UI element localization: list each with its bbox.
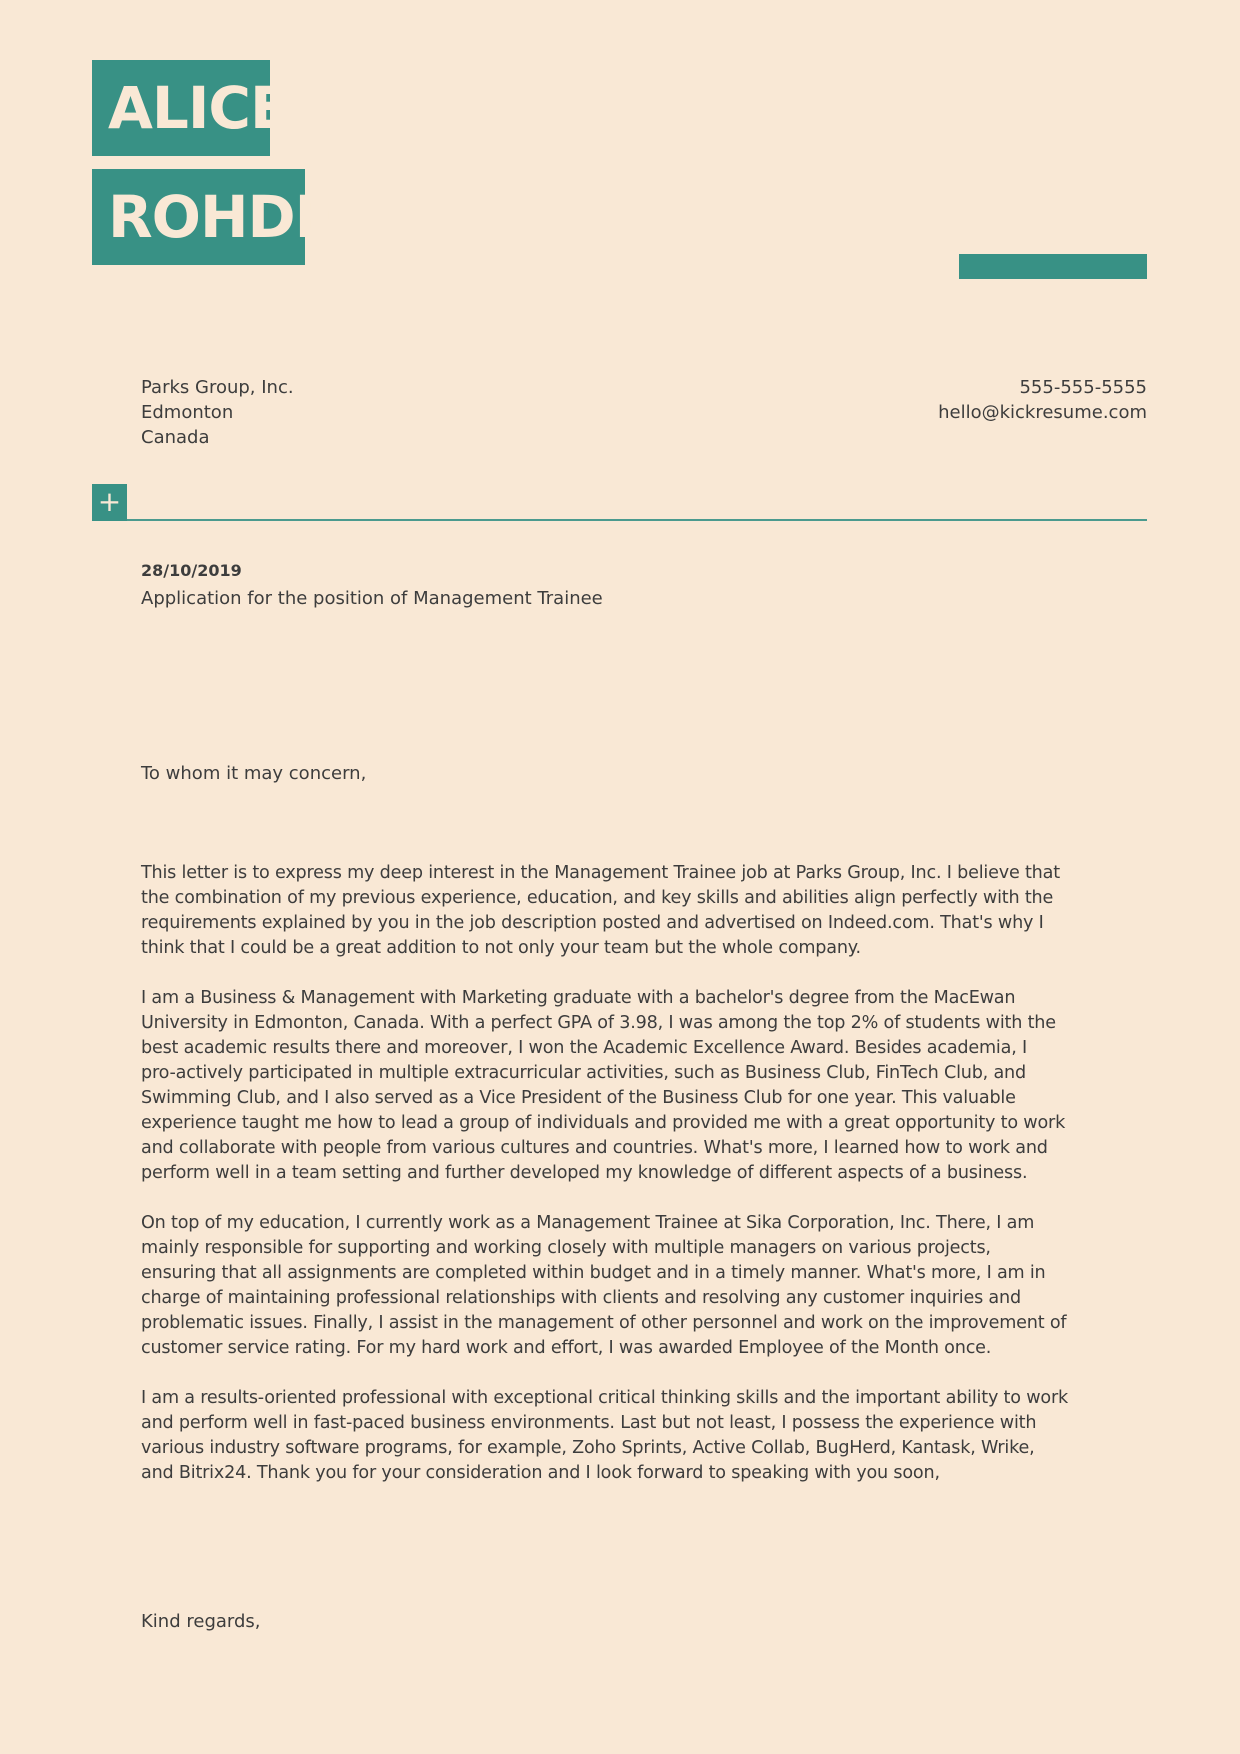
paragraph-line: and collaborate with people from various cultures and countries. What's more, I learned how to work and bbox=[141, 1138, 1048, 1158]
paragraph-line: problematic issues. Finally, I assist in the management of other personnel and work on the improvement of bbox=[141, 1313, 1067, 1333]
letter-body bbox=[141, 861, 1068, 1511]
contact-info bbox=[938, 375, 1147, 425]
paragraph-line: I am a results-oriented professional with exceptional critical thinking skills and the important ability to work bbox=[141, 1388, 1068, 1408]
paragraph bbox=[141, 986, 1068, 1186]
recipient-company: Parks Group, Inc. bbox=[141, 377, 294, 398]
paragraph-line: best academic results there and moreover, I won the Academic Excellence Award. Besides academia, I bbox=[141, 1038, 1027, 1058]
paragraph-line: University in Edmonton, Canada. With a perfect GPA of 3.98, I was among the top 2% of students with the bbox=[141, 1013, 1056, 1033]
paragraph-line: requirements explained by you in the job description posted and advertised on Indeed.com. That's why I bbox=[141, 913, 1044, 933]
paragraph-line: customer service rating. For my hard work and effort, I was awarded Employee of the Month once. bbox=[141, 1338, 992, 1358]
paragraph-line: the combination of my previous experience, education, and key skills and abilities align perfectly with the bbox=[141, 888, 1054, 908]
paragraph-line: perform well in a team setting and further developed my knowledge of different aspects of a business. bbox=[141, 1163, 1028, 1183]
recipient-country: Canada bbox=[141, 427, 210, 448]
accent-bar bbox=[959, 254, 1147, 279]
recipient-city: Edmonton bbox=[141, 402, 234, 423]
divider bbox=[127, 519, 1147, 521]
paragraph bbox=[141, 1211, 1068, 1361]
email: hello@kickresume.com bbox=[938, 402, 1147, 423]
paragraph-line: and perform well in fast-paced business environments. Last but not least, I possess the experience with bbox=[141, 1413, 1037, 1433]
first-name-block: ALICE bbox=[92, 60, 270, 156]
paragraph-line: ensuring that all assignments are completed within budget and in a timely manner. What's more, I am in bbox=[141, 1263, 1046, 1283]
paragraph-line: think that I could be a great addition to not only your team but the whole company. bbox=[141, 938, 861, 958]
phone: 555-555-5555 bbox=[1019, 377, 1147, 398]
letter-subject: Application for the position of Management Trainee bbox=[141, 588, 603, 609]
paragraph bbox=[141, 861, 1068, 961]
paragraph-line: various industry software programs, for example, Zoho Sprints, Active Collab, BugHerd, Kantask, Wrike, bbox=[141, 1438, 1035, 1458]
paragraph-line: Swimming Club, and I also served as a Vice President of the Business Club for one year. This valuable bbox=[141, 1088, 1016, 1108]
closing: Kind regards, bbox=[141, 1611, 261, 1632]
paragraph-line: experience taught me how to lead a group of individuals and provided me with a great opportunity to work bbox=[141, 1113, 1066, 1133]
paragraph-line: and Bitrix24. Thank you for your consideration and I look forward to speaking with you soon, bbox=[141, 1463, 940, 1483]
last-name-block: ROHDE bbox=[92, 169, 305, 265]
paragraph bbox=[141, 1386, 1068, 1486]
paragraph-line: On top of my education, I currently work as a Management Trainee at Sika Corporation, Inc. There, I am bbox=[141, 1213, 1035, 1233]
paragraph-line: pro-actively participated in multiple extracurricular activities, such as Business Club, FinTech Club, and bbox=[141, 1063, 1026, 1083]
paragraph-line: This letter is to express my deep interest in the Management Trainee job at Parks Group, Inc. I believe that bbox=[141, 863, 1060, 883]
plus-icon: + bbox=[92, 484, 127, 521]
recipient-address bbox=[141, 375, 294, 450]
letter-date: 28/10/2019 bbox=[141, 561, 242, 580]
greeting: To whom it may concern, bbox=[141, 763, 367, 784]
paragraph-line: I am a Business & Management with Marketing graduate with a bachelor's degree from the MacEwan bbox=[141, 988, 1016, 1008]
paragraph-line: mainly responsible for supporting and working closely with multiple managers on various projects, bbox=[141, 1238, 991, 1258]
paragraph-line: charge of maintaining professional relationships with clients and resolving any customer inquiries and bbox=[141, 1288, 1021, 1308]
